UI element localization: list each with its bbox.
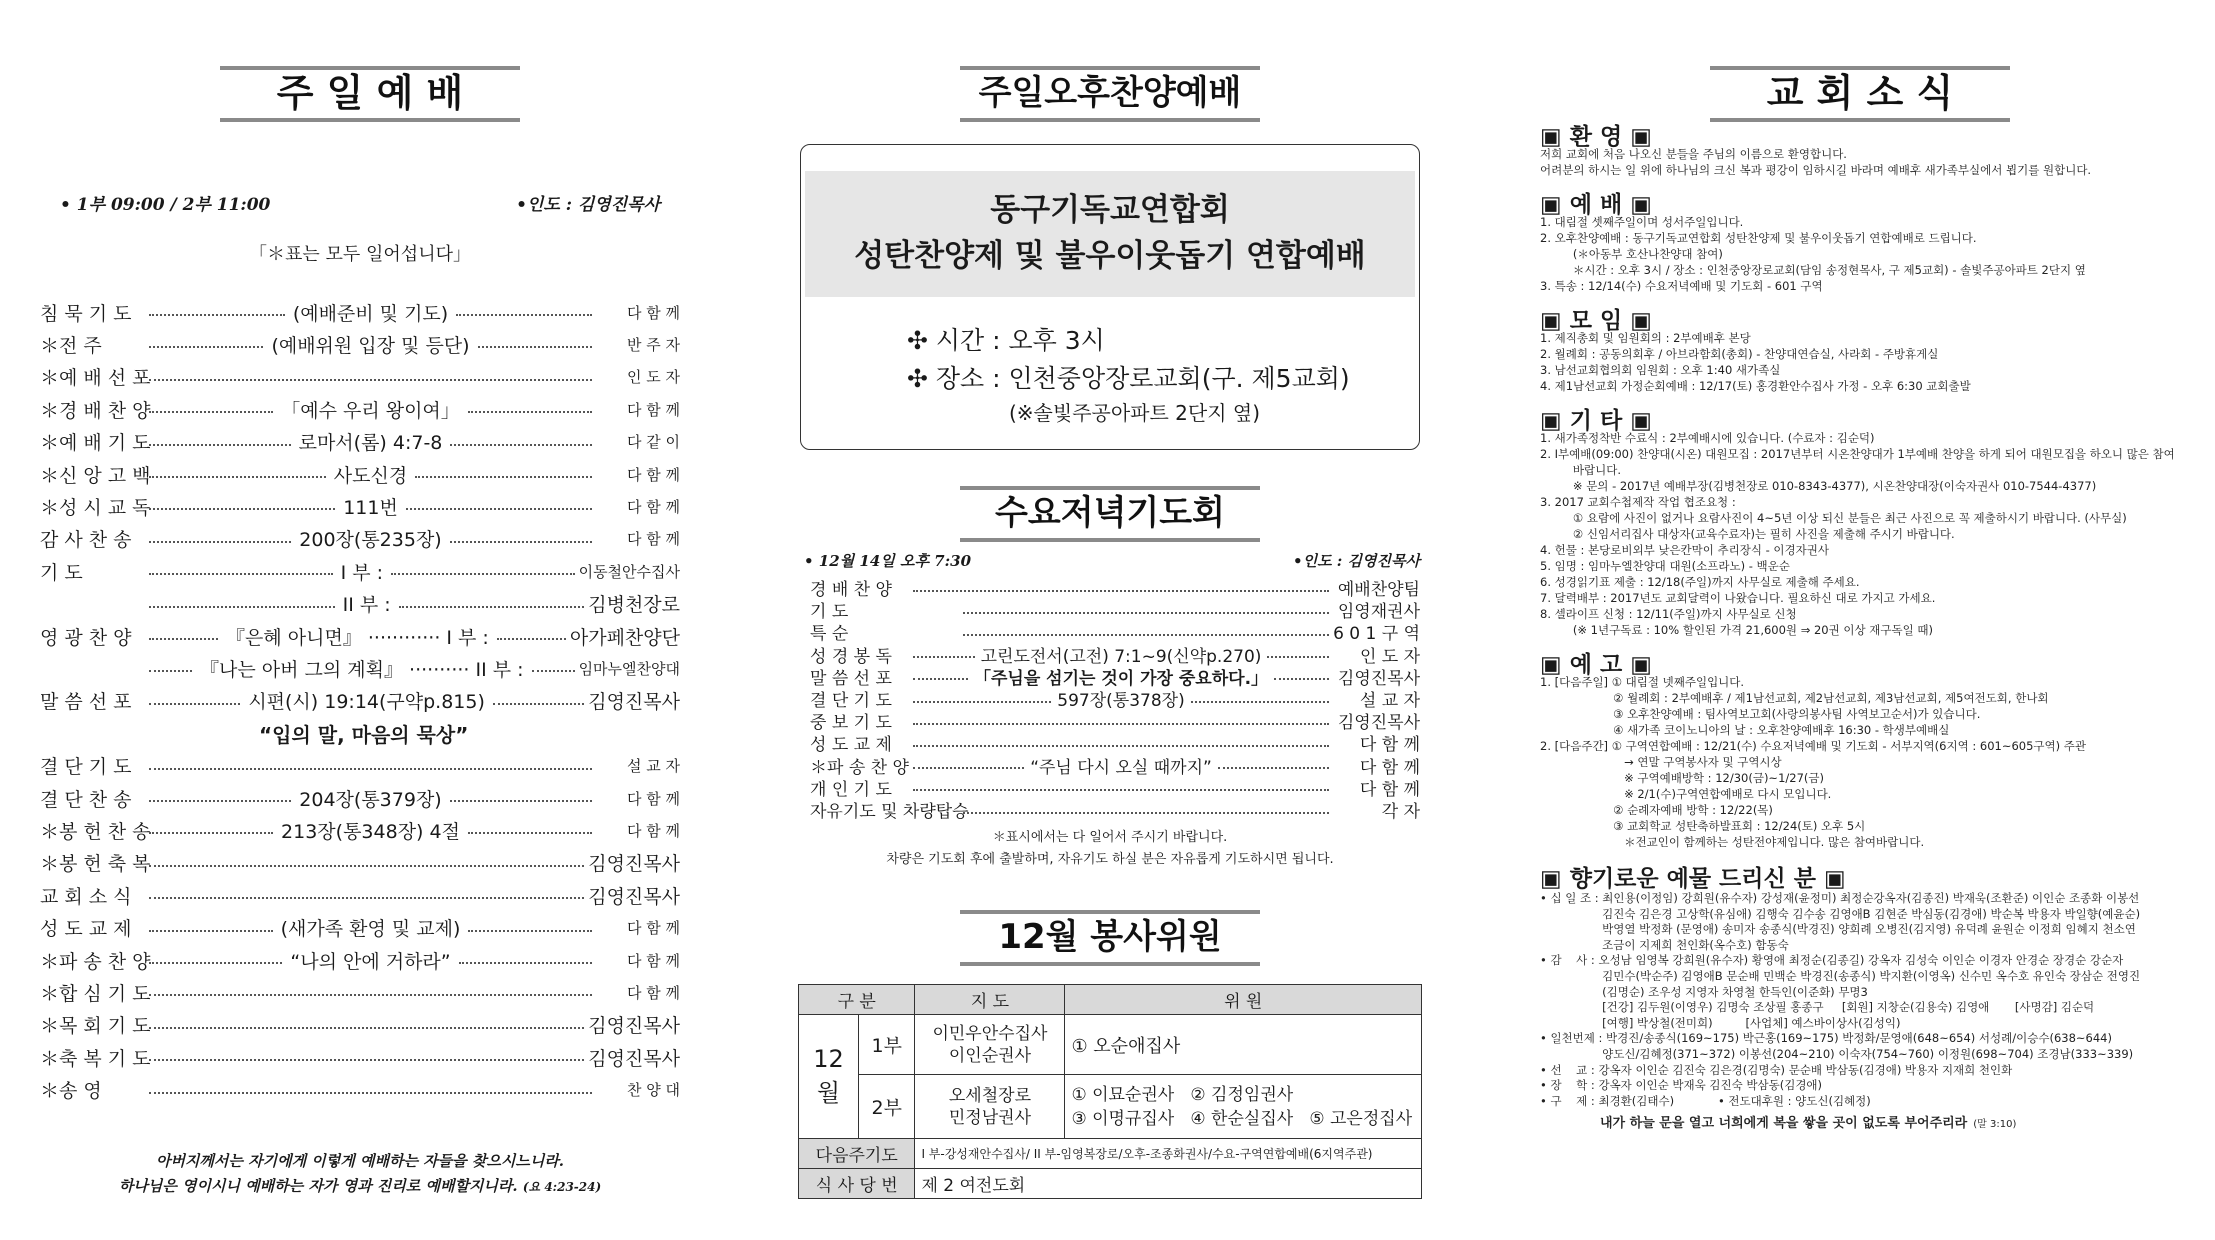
order-person: 다 함 께 — [626, 400, 680, 419]
wednesday-note-1: ＊표시에서는 다 일어서 주시기 바랍니다. — [992, 830, 1228, 845]
wed-content: 고린도전서(고전) 7:1~9(신약p.270) — [980, 646, 1262, 667]
order-person: 김영진목사 — [588, 1015, 680, 1038]
wednesday-note-2: 차량은 기도회 후에 출발하며, 자유기도 하실 분은 자유롭게 기도하시면 됩니다. — [886, 852, 1334, 867]
news-line: 3. 2017 교회수첩제작 작업 협조요청 : — [1540, 495, 1736, 509]
leader-dots — [450, 800, 592, 802]
offering-line: • 선 교 : 강옥자 이인순 김진숙 김은경(김명숙) 문순배 박삼동(김경애) 박용자 지재희 천인화 — [1540, 1062, 2013, 1077]
order-label: 영 광 찬 양 — [40, 626, 132, 649]
wednesday-order-row — [810, 709, 1420, 732]
news-line: ＊시간 : 오후 3시 / 장소 : 인천중앙장로교회(담임 송정현목사, 구 제5교회) - 솔빛주공아파트 2단지 옆 — [1540, 263, 2086, 277]
order-person: 다 함 께 — [626, 919, 680, 938]
closing-verse-2-text: 하나님은 영이시니 예배하는 자가 영과 진리로 예배할지니라. — [118, 1177, 518, 1195]
order-label: ＊예 배 기 도 — [40, 432, 151, 455]
wed-person: 김영진목사 — [1337, 668, 1421, 689]
order-person: 다 함 께 — [627, 530, 681, 549]
closing-verse-1: 아버지께서는 자기에게 이렇게 예배하는 자들을 찾으시느니라. — [155, 1152, 565, 1170]
order-content: 200장(통235장) — [299, 529, 442, 552]
order-content: 「예수 우리 왕이여」 — [281, 399, 460, 422]
order-person: 다 같 이 — [626, 433, 680, 452]
order-label: 말 씀 선 포 — [40, 691, 132, 714]
order-content: (새가족 환영 및 교제) — [280, 918, 461, 941]
leader-dots — [450, 444, 592, 446]
svc-meal-value: 제 2 여전도회 — [915, 1169, 1422, 1199]
leader-dots — [149, 476, 326, 478]
worship-order-row — [40, 620, 680, 652]
leader-dots — [149, 346, 263, 348]
svc-part-2-leader-a: 오세철장로 — [948, 1085, 1031, 1106]
news-line: 4. 제1남선교회 가정순회예배 : 12/17(토) 홍경환안수집사 가정 - 오후 6:30 교회출발 — [1540, 379, 1971, 393]
news-line: 1. [다음주일] ① 대림절 넷째주일입니다. — [1540, 675, 1745, 689]
service-committee-title: 12월 봉사위원 — [960, 910, 1260, 966]
leader-dots — [963, 812, 1329, 814]
order-content: “나의 안에 거하라” — [290, 950, 451, 973]
wed-person: 예배찬양팀 — [1337, 580, 1420, 600]
leader-dots — [913, 656, 975, 658]
order-person: 아가페찬양단 — [569, 626, 680, 649]
worship-order-row — [40, 588, 680, 620]
wed-content: 597장(통378장) — [1057, 691, 1185, 711]
worship-order-row — [40, 847, 680, 879]
wednesday-order-row — [810, 754, 1420, 777]
leader-dots — [399, 606, 585, 608]
svc-part-1-members: ① 오순애집사 — [1065, 1015, 1422, 1075]
wed-label: 중 보 기 도 — [810, 713, 892, 734]
order-person: 김영진목사 — [588, 885, 680, 908]
order-person: 인 도 자 — [626, 368, 680, 387]
svc-part-2-leaders — [915, 1075, 1065, 1139]
worship-order-row — [40, 912, 680, 944]
order-person: 반 주 자 — [627, 335, 681, 354]
order-label: 기 도 — [40, 561, 83, 584]
news-line: 3. 특송 : 12/14(수) 수요저녁예배 및 기도회 - 601 구역 — [1540, 279, 1823, 293]
news-line: ② 신임서리집사 대상자(교육수료자)는 필히 사진을 제출해 주시기 바랍니다. — [1540, 527, 1955, 541]
worship-order-row — [40, 393, 680, 425]
news-line: (＊아동부 호산나찬양대 참여) — [1540, 247, 1723, 261]
worship-order-row — [40, 750, 680, 782]
news-line: ② 순례자예배 방학 : 12/22(목) — [1540, 803, 1773, 817]
order-content: 204장(통379장) — [299, 788, 442, 811]
leader-dots — [149, 573, 333, 575]
leader-dots — [913, 678, 968, 680]
offering-heading: ▣ 향기로운 예물 드리신 분 ▣ — [1540, 866, 1846, 892]
svc-part-1-leader-b: 이인순권사 — [948, 1045, 1031, 1066]
svc-meal-label: 식 사 당 번 — [799, 1169, 915, 1199]
leader-dots — [913, 590, 1329, 592]
wed-label: 개 인 기 도 — [810, 779, 892, 800]
news-section-heading: ▣ 예 고 ▣ — [1540, 652, 1652, 678]
order-content: 111번 — [343, 496, 398, 519]
news-line: 저희 교회에 처음 나오신 분들을 주님의 이름으로 환영합니다. — [1540, 147, 1847, 161]
leader-dots — [913, 701, 1051, 703]
leader-dots — [149, 1092, 592, 1094]
leader-dots — [149, 930, 273, 932]
joint-worship-place-note: (※솔빛주공아파트 2단지 옆) — [1009, 401, 1261, 425]
offering-line: • 일천번제 : 박경진/송종식(169~175) 박근홍(169~175) 박정화/문영애(648~654) 서성례/이승수(638~644) — [1540, 1031, 2112, 1046]
order-content: II 부 : — [342, 594, 391, 617]
leader-dots — [1191, 701, 1329, 703]
order-person: 찬 양 대 — [626, 1081, 680, 1100]
order-label: ＊전 주 — [40, 334, 102, 357]
leader-dots — [149, 444, 291, 446]
leader-dots — [1218, 767, 1329, 769]
leader-dots — [149, 962, 282, 964]
order-person: 김영진목사 — [588, 853, 680, 876]
joint-worship-box — [800, 144, 1420, 450]
news-line: 2. 월례회 : 공동의회후 / 아브라함회(총회) - 찬양대연습실, 사라회 - 주방휴게실 — [1540, 347, 1939, 361]
offering-line: 김민수(박순주) 김영애B 문순배 민백순 박경진(송종식) 박지환(이영옥) 신수민 옥수호 유인숙 장삼순 전영진 — [1540, 969, 2141, 983]
order-content: I 부 : — [340, 561, 384, 584]
order-label: 감 사 찬 송 — [40, 529, 132, 552]
wednesday-order-row — [810, 687, 1420, 710]
service-committee-table — [798, 984, 1422, 1199]
news-section-heading: ▣ 예 배 ▣ — [1540, 192, 1652, 218]
order-label: ＊축 복 기 도 — [40, 1047, 151, 1070]
news-line: 2. I부예배(09:00) 찬양대(시온) 대원모집 : 2017년부터 시온찬양대가 1부예배 찬양을 하게 되어 대원모집을 하오니 많은 참여 — [1540, 447, 2175, 461]
order-person: 다 함 께 — [626, 983, 680, 1002]
order-person: 설 교 자 — [626, 757, 680, 776]
leader-dots — [415, 476, 592, 478]
wed-person: 다 함 께 — [1359, 779, 1420, 800]
svc-next-prayer-value: I 부-강성재안수집사/ II 부-임영복장로/오후-조종화권사/수요-구역연합예배(6지역주관) — [915, 1139, 1422, 1169]
svc-month: 12월 — [799, 1015, 859, 1139]
order-label: 침 묵 기 도 — [40, 302, 132, 325]
bottom-verse-ref: (말 3:10) — [1973, 1119, 2017, 1131]
wednesday-order-row — [810, 731, 1420, 754]
leader-dots — [149, 670, 192, 672]
news-line: ※ 구역예배방학 : 12/30(금)~1/27(금) — [1540, 771, 1824, 785]
order-label: ＊신 앙 고 백 — [40, 464, 151, 487]
leader-dots — [149, 379, 592, 381]
wednesday-order-row — [810, 576, 1420, 599]
news-line: 5. 임명 : 임마누엘찬양대 대원(소프라노) - 백운순 — [1540, 559, 1790, 573]
joint-worship-line1: 동구기독교연합회 — [990, 192, 1230, 228]
offering-line: 조금이 지제희 천인화(옥수호) 함동숙 — [1540, 937, 1789, 952]
worship-order-row — [40, 976, 680, 1008]
leader-dots — [149, 800, 291, 802]
svc-header-members: 위 원 — [1065, 985, 1422, 1015]
leader-dots — [468, 832, 592, 834]
svc-header-category: 구 분 — [799, 985, 915, 1015]
order-label: 교 회 소 식 — [40, 885, 132, 908]
news-line: 7. 달력배부 : 2017년도 교회달력이 나왔습니다. 필요하신 대로 가지고 가세요. — [1540, 591, 1936, 605]
worship-order-row — [40, 490, 680, 522]
news-line: 2. [다음주간] ① 구역연합예배 : 12/21(수) 수요저녁예배 및 기도회 - 서부지역(6지역 : 601~605구역) 주관 — [1540, 739, 2086, 753]
order-person: 임마누엘찬양대 — [578, 659, 680, 678]
order-person: 다 함 께 — [626, 497, 680, 516]
wed-label: 성 도 교 제 — [810, 735, 892, 756]
order-label: ＊봉 헌 찬 송 — [40, 820, 151, 843]
news-line: (※ 1년구독료 : 10% 할인된 가격 21,600원 ⇒ 20권 이상 재구독일 때) — [1540, 623, 1933, 637]
worship-order-row — [40, 1041, 680, 1073]
order-content: 213장(통348장) 4절 — [281, 820, 460, 843]
news-line: ③ 교회학교 성탄축하발표회 : 12/24(토) 오후 5시 — [1540, 819, 1866, 833]
worship-order-row — [40, 426, 680, 458]
worship-order-row — [40, 296, 680, 328]
news-line: ③ 오후찬양예배 : 팀사역보고회(사랑의봉사팀 사역보고순서)가 있습니다. — [1540, 707, 1981, 721]
wednesday-order-row — [810, 620, 1420, 643]
bottom-verse-text: 내가 하늘 문을 열고 너희에게 복을 쌓을 곳이 없도록 부어주리라 — [1600, 1116, 1968, 1132]
leader-dots — [913, 745, 1329, 747]
service-leader: •인도 : 김영진목사 — [516, 195, 660, 215]
wed-person: 임영재권사 — [1337, 602, 1420, 623]
afternoon-worship-column — [790, 0, 1430, 1240]
svc-part-2-members-row1: ① 이묘순권사 ② 김정임권사 — [1071, 1084, 1294, 1105]
news-line: 4. 헌물 : 본당로비외부 낮은칸막이 추리장식 - 이경자권사 — [1540, 543, 1829, 557]
wed-label: ＊파 송 찬 양 — [810, 757, 909, 778]
wed-label: 성 경 봉 독 — [810, 646, 892, 667]
standing-note: 「＊표는 모두 일어섭니다」 — [249, 244, 471, 265]
order-label: ＊성 시 교 독 — [40, 496, 151, 519]
worship-order-row — [40, 1074, 680, 1106]
leader-dots — [913, 789, 1329, 791]
order-person: 김영진목사 — [588, 1047, 680, 1070]
wed-person: 6 0 1 구 역 — [1333, 624, 1420, 645]
leader-dots — [149, 1027, 584, 1029]
order-label: ＊합 심 기 도 — [40, 982, 151, 1005]
wednesday-order-row — [810, 643, 1420, 666]
leader-dots — [391, 573, 575, 575]
offering-line: • 십 일 조 : 최인용(이정임) 강희원(유수자) 강성재(윤정미) 최정순강옥자(김종진) 박재욱(조환준) 이인순 조종화 이봉선 — [1540, 891, 2140, 905]
news-line: → 연말 구역봉사자 및 구역시상 — [1540, 755, 1782, 769]
wed-content: 「주님을 섬기는 것이 가장 중요하다.」 — [973, 668, 1269, 689]
news-line: 1. 대림절 셋째주일이며 성서주일입니다. — [1540, 215, 1744, 229]
closing-verse-ref: (요 4:23-24) — [522, 1180, 602, 1194]
joint-worship-time: ✣ 시간 : 오후 3시 — [907, 326, 1105, 355]
leader-dots — [149, 703, 240, 705]
leader-dots — [459, 962, 592, 964]
svc-part-2-members — [1065, 1075, 1422, 1139]
order-person: 다 함 께 — [626, 821, 680, 840]
wed-person: 김영진목사 — [1337, 713, 1420, 734]
worship-order-row — [40, 944, 680, 976]
church-news-column — [1540, 0, 2180, 1240]
offering-line: [건강] 김두원(이영우) 김명숙 조상필 홍종구 [회원] 지창순(김용숙) 김영애 [사명감] 김순덕 — [1540, 1000, 2095, 1015]
joint-worship-place: ✣ 장소 : 인천중앙장로교회(구. 제5교회) — [907, 364, 1350, 393]
leader-dots — [149, 865, 584, 867]
wednesday-order-row — [810, 776, 1420, 799]
leader-dots — [149, 541, 291, 543]
leader-dots — [963, 634, 1329, 636]
leader-dots — [456, 314, 592, 316]
wed-label: 특 순 — [810, 624, 849, 645]
leader-dots — [149, 508, 335, 510]
wednesday-prayer-title: 수요저녁기도회 — [960, 486, 1260, 542]
wednesday-order-row — [810, 665, 1420, 688]
leader-dots — [406, 508, 592, 510]
worship-order-row — [40, 717, 680, 749]
order-label: ＊경 배 찬 양 — [40, 399, 151, 422]
leader-dots — [149, 314, 285, 316]
leader-dots — [913, 723, 1329, 725]
afternoon-worship-title: 주일오후찬양예배 — [960, 66, 1260, 122]
worship-order-row — [40, 879, 680, 911]
news-section-heading: ▣ 모 임 ▣ — [1540, 308, 1652, 334]
svc-part-1-leaders — [915, 1015, 1065, 1075]
news-line: 6. 성경읽기표 제출 : 12/18(주일)까지 사무실로 제출해 주세요. — [1540, 575, 1860, 589]
offering-line: • 장 학 : 강옥자 이인순 박재욱 김진숙 박삼동(김경애) — [1540, 1078, 1823, 1093]
wed-person: 인 도 자 — [1359, 646, 1421, 667]
wed-label: 말 씀 선 포 — [810, 668, 892, 689]
service-times: • 1부 09:00 / 2부 11:00 — [60, 195, 271, 215]
wed-content: “주님 다시 오실 때까지” — [1030, 757, 1212, 778]
news-line: 바랍니다. — [1540, 463, 1621, 477]
leader-dots — [532, 670, 575, 672]
worship-order-row — [40, 652, 680, 684]
order-person: 다 함 께 — [627, 789, 681, 808]
order-content: 『나는 아버 그의 계획』 ·········· II 부 : — [200, 658, 524, 681]
news-line: ④ 새가족 코이노니아의 날 : 오후찬양예배후 16:30 - 학생부예배실 — [1540, 723, 1950, 737]
order-label: ＊송 영 — [40, 1080, 102, 1103]
leader-dots — [450, 541, 592, 543]
svc-part-2-members-row2: ③ 이명규집사 ④ 한순실집사 ⑤ 고은정집사 — [1071, 1108, 1413, 1129]
order-label: 결 단 기 도 — [40, 756, 132, 779]
svc-part-2-leader-b: 민정남권사 — [948, 1107, 1031, 1128]
order-label: ＊봉 헌 축 복 — [40, 853, 151, 876]
wed-person: 설 교 자 — [1359, 691, 1420, 711]
church-news-title: 교 회 소 식 — [1710, 66, 2010, 122]
wed-person: 각 자 — [1381, 802, 1420, 822]
wed-person: 다 함 께 — [1359, 735, 1420, 756]
news-line: ② 월례회 : 2부예배후 / 제1남선교회, 제2남선교회, 제3남선교회, 제5여전도회, 한나회 — [1540, 691, 2049, 705]
news-line: ① 요람에 사진이 없거나 요람사진이 4~5년 이상 되신 분들은 최근 사진으로 꼭 제출하시기 바랍니다. (사무실) — [1540, 511, 2127, 525]
leader-dots — [1267, 656, 1329, 658]
leader-dots — [149, 1059, 584, 1061]
order-label: 성 도 교 제 — [40, 918, 132, 941]
closing-verse-2 — [40, 1175, 680, 1196]
leader-dots — [913, 767, 1024, 769]
offering-line: • 감 사 : 오성남 임영복 강희원(유수자) 황영애 최정순(김종길) 강옥자 김성숙 이인순 이경자 안경순 장경순 강순자 — [1540, 953, 2124, 968]
offering-line: 양도신/김혜정(371~372) 이봉선(204~210) 이숙자(754~760) 이정원(698~704) 조경남(333~339) — [1540, 1047, 2134, 1061]
wed-label: 기 도 — [810, 602, 849, 623]
leader-dots — [963, 612, 1329, 614]
news-section-heading: ▣ 기 타 ▣ — [1540, 408, 1652, 434]
bottom-verse — [1600, 1116, 2016, 1133]
joint-worship-header — [805, 171, 1415, 297]
offering-line: • 구 제 : 최경환(김태수) • 전도대후원 : 양도신(김혜정) — [1540, 1093, 1871, 1108]
order-content: (예배준비 및 기도) — [292, 302, 449, 325]
leader-dots — [149, 638, 218, 640]
leader-dots — [497, 638, 566, 640]
order-label: ＊목 회 기 도 — [40, 1015, 151, 1038]
order-label: ＊예 배 선 포 — [40, 367, 151, 390]
svc-part-2: 2부 — [859, 1075, 915, 1139]
svc-part-1-leader-a: 이민우안수집사 — [932, 1023, 1048, 1044]
news-section-heading: ▣ 환 영 ▣ — [1540, 124, 1652, 150]
news-line: ※ 2/1(수)구역연합예배로 다시 모입니다. — [1540, 787, 1832, 801]
news-line: 3. 남선교회협의회 임원회 : 오후 1:40 새가족실 — [1540, 363, 1781, 377]
joint-worship-line2: 성탄찬양제 및 불우이웃돕기 연합예배 — [854, 238, 1366, 274]
wednesday-time: • 12월 14일 오후 7:30 — [804, 552, 972, 570]
order-person: 다 함 께 — [627, 303, 681, 322]
offering-line: (김명순) 조우성 지영자 차영철 한득인(이준화) 무명3 — [1540, 984, 1868, 999]
news-line: 8. 셀라이프 신청 : 12/11(주일)까지 사무실로 신청 — [1540, 607, 1797, 621]
wednesday-order-row — [810, 598, 1420, 621]
worship-order-row — [40, 458, 680, 490]
svc-header-leader: 지 도 — [915, 985, 1065, 1015]
leader-dots — [1274, 678, 1329, 680]
leader-dots — [149, 768, 592, 770]
order-person: 이동철안수집사 — [578, 562, 681, 581]
order-label: ＊파 송 찬 양 — [40, 950, 151, 973]
order-content: 시편(시) 19:14(구약p.815) — [248, 691, 485, 714]
offering-line: 김진숙 김은경 고상학(유심애) 김행숙 김수송 김영애B 김현준 박심동(김경애) 박순복 박용자 박일향(예윤순) — [1540, 906, 2141, 921]
svc-next-prayer-label: 다음주기도 — [799, 1139, 915, 1169]
worship-order-row — [40, 555, 680, 587]
worship-order-row — [40, 782, 680, 814]
news-line: 2. 오후찬양예배 : 동구기독교연합회 성탄찬양제 및 불우이웃돕기 연합예배로 드립니다. — [1540, 231, 1977, 245]
leader-dots — [149, 411, 273, 413]
news-line: ※ 문의 - 2017년 예배부장(김병천장로 010-8343-4377), 시온찬양대장(이숙자권사 010-7544-4377) — [1540, 479, 2097, 493]
sermon-title: “입의 말, 마음의 묵상” — [259, 722, 469, 747]
wednesday-leader: •인도 : 김영진목사 — [1293, 552, 1420, 570]
news-line: ＊전교인이 함께하는 성탄전야제입니다. 많은 참여바랍니다. — [1540, 835, 1925, 849]
leader-dots — [468, 930, 592, 932]
worship-order-row — [40, 814, 680, 846]
sunday-worship-column — [40, 0, 680, 1240]
worship-order-row — [40, 361, 680, 393]
order-content: 로마서(롬) 4:7-8 — [298, 432, 443, 455]
order-label: 결 단 찬 송 — [40, 788, 132, 811]
worship-order-row — [40, 685, 680, 717]
order-content: (예배위원 입장 및 등단) — [271, 334, 470, 357]
order-person: 김영진목사 — [588, 691, 680, 714]
leader-dots — [468, 411, 592, 413]
worship-order-row — [40, 523, 680, 555]
leader-dots — [149, 897, 584, 899]
offering-line: [여행] 박상철(전미희) [사업체] 예스바이상사(김성익) — [1540, 1015, 1901, 1030]
leader-dots — [478, 346, 592, 348]
leader-dots — [493, 703, 584, 705]
order-person: 다 함 께 — [627, 465, 681, 484]
news-line: 어려분의 하시는 일 위에 하나님의 크신 복과 평강이 임하시길 바라며 예배후 새가족부실에서 뵙기를 원합니다. — [1540, 163, 2092, 177]
order-person: 김병천장로 — [588, 594, 681, 617]
wed-label: 자유기도 및 차량탑승 — [810, 802, 969, 822]
leader-dots — [149, 832, 273, 834]
news-line: 1. 새가족정착반 수료식 : 2부예배시에 있습니다. (수료자 : 김순덕) — [1540, 431, 1875, 445]
worship-order-row — [40, 328, 680, 360]
wed-label: 결 단 기 도 — [810, 691, 892, 711]
order-person: 다 함 께 — [626, 951, 680, 970]
wed-label: 경 배 찬 양 — [810, 580, 892, 600]
worship-order-row — [40, 1009, 680, 1041]
leader-dots — [149, 606, 335, 608]
svc-part-1: 1부 — [859, 1015, 915, 1075]
wednesday-order-row — [810, 798, 1420, 821]
offering-line: 박영열 박정화 (문영애) 송미자 송종식(박경진) 양희례 오병진(김지영) 유덕례 윤원순 이정희 임혜지 천소연 — [1540, 922, 2136, 937]
order-content: 『은혜 아니면』 ············ I 부 : — [226, 626, 489, 649]
sunday-worship-title: 주 일 예 배 — [220, 66, 520, 122]
order-content: 사도신경 — [333, 464, 408, 487]
news-line: 1. 제직총회 및 임원회의 : 2부예배후 본당 — [1540, 331, 1751, 345]
leader-dots — [149, 994, 592, 996]
wed-person: 다 함 께 — [1359, 757, 1420, 778]
